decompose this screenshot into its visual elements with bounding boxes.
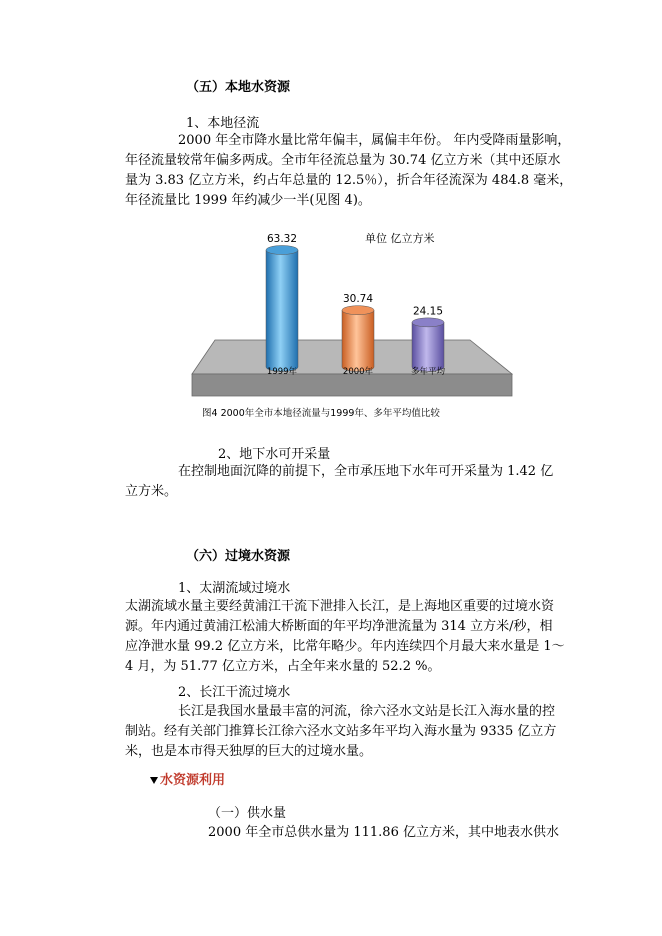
- bar-2: [342, 310, 374, 371]
- text-line: 立方米。: [125, 484, 178, 499]
- section-title-local-water: （五）本地水资源: [186, 80, 291, 95]
- yangtze-paragraph: [0, 702, 662, 762]
- bar-3: [412, 322, 444, 371]
- section-title-transit-water: （六）过境水资源: [186, 549, 291, 564]
- text-line: 源。年内通过黄浦江松浦大桥断面的年平均净泄流量为 314 立方米/秒，相: [125, 619, 553, 634]
- text-line: 4 月，为 51.77 亿立方米，占全年来水量的 52.2 %。: [125, 659, 441, 674]
- text-line: 制站。经有关部门推算长江徐六泾水文站多年平均入海水量为 9335 亿立方: [125, 724, 557, 739]
- bar-cap-2: [342, 306, 374, 315]
- taihu-paragraph: [0, 597, 662, 677]
- groundwater-paragraph: [0, 462, 662, 502]
- bar-cap-3: [412, 318, 444, 327]
- text-line: 年径流量较常年偏多两成。全市年径流总量为 30.74 亿立方米（其中还原水: [125, 153, 561, 168]
- runoff-comparison-chart: [190, 222, 520, 427]
- bar-value-label: 63.32: [266, 233, 298, 245]
- text-line: 2000 年全市降水量比常年偏丰，属偏丰年份。 年内受降雨量影响，: [178, 133, 571, 148]
- text-line: 太湖流域水量主要经黄浦江干流下泄排入长江，是上海地区重要的过境水资: [125, 599, 555, 614]
- category-label: 2000年: [342, 367, 374, 377]
- triangle-down-icon: [150, 777, 158, 784]
- water-use-link[interactable]: [150, 771, 225, 791]
- chart-caption: 图4 2000年全市本地径流量与1999年、多年平均值比较: [202, 408, 440, 419]
- text-line: 长江是我国水量最丰富的河流，徐六泾水文站是长江入海水量的控: [178, 704, 556, 719]
- bar-value-label: 30.74: [342, 293, 374, 306]
- text-line: 在控制地面沉降的前提下，全市承压地下水年可开采量为 1.42 亿: [178, 464, 554, 479]
- subsection-title-yangtze: 2、长江干流过境水: [178, 685, 291, 700]
- text-line: 米，也是本市得天独厚的巨大的过境水量。: [125, 744, 373, 759]
- subsection-title-runoff: 1、本地径流: [186, 116, 260, 131]
- bar-cap-1: [266, 246, 298, 255]
- chart-unit-label: 单位 亿立方米: [365, 232, 435, 245]
- bar-value-label: 24.15: [412, 305, 444, 318]
- bar-1: [266, 250, 298, 372]
- text-line: 量为 3.83 亿立方米，约占年总量的 12.5％），折合年径流深为 484.8 毫米，: [125, 173, 573, 188]
- runoff-paragraph: [0, 131, 662, 211]
- text-line: 年径流量比 1999 年约减少一半(见图 4)。: [125, 193, 371, 208]
- subsection-title-groundwater: 2、地下水可开采量: [218, 447, 331, 462]
- category-label: 1999年: [266, 367, 298, 377]
- water-use-link-label[interactable]: 水资源利用: [160, 773, 226, 788]
- subsection-title-taihu: 1、太湖流域过境水: [178, 581, 291, 596]
- subsection-title-supply: （一）供水量: [208, 806, 287, 821]
- category-label: 多年平均: [410, 367, 446, 377]
- text-line: 应净泄水量 99.2 亿立方米，比常年略少。年内连续四个月最大来水量是 1～: [125, 639, 565, 654]
- supply-text-line: 2000 年全市总供水量为 111.86 亿立方米，其中地表水供水: [208, 825, 559, 840]
